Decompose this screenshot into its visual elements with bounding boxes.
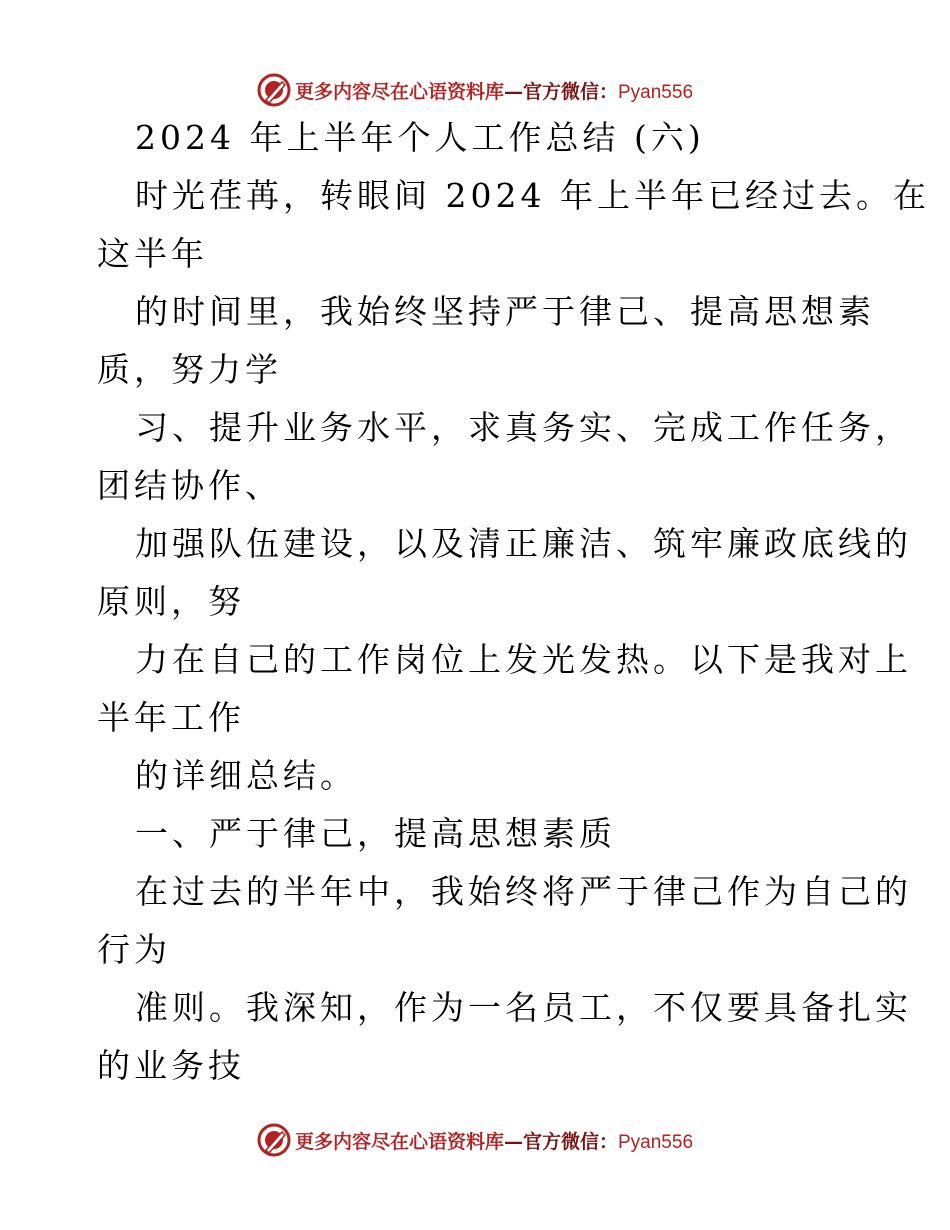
text-line: 的业务技 [97, 1046, 245, 1085]
header-banner-text [295, 77, 693, 104]
text-line: 团结协作、 [97, 466, 282, 505]
text-line: 加强队伍建设，以及清正廉洁、筑牢廉政底线的 [135, 524, 912, 563]
text-line: 的详细总结。 [135, 756, 357, 795]
header-banner [0, 70, 950, 110]
text-line: 习、提升业务水平，求真务实、完成工作任务， [135, 408, 912, 447]
text-line: 行为 [97, 930, 171, 969]
footer-banner [0, 1120, 950, 1160]
header-wechat-id: Pyan556 [618, 81, 694, 103]
header-brand: 更多内容尽在心语资料库 [294, 80, 504, 103]
text-line: 时光荏苒，转眼间 2024 年上半年已经过去。在 [135, 176, 930, 215]
text-line: 原则，努 [97, 582, 245, 621]
document-title: 2024 年上半年个人工作总结 (六) [135, 118, 705, 157]
footer-wechat-id: Pyan556 [618, 1131, 694, 1153]
text-line: 这半年 [97, 234, 208, 273]
text-line: 力在自己的工作岗位上发光发热。以下是我对上 [135, 640, 912, 679]
footer-brand: 更多内容尽在心语资料库 [294, 1130, 504, 1153]
header-wechat-label: 官方微信： [522, 80, 618, 103]
footer-wechat-label: 官方微信： [522, 1130, 618, 1153]
footer-banner-text [295, 1127, 693, 1154]
pen-logo-icon [257, 73, 291, 107]
text-line: 半年工作 [97, 698, 245, 737]
footer-dash: — [503, 1130, 523, 1153]
text-line: 准则。我深知，作为一名员工，不仅要具备扎实 [135, 988, 912, 1027]
header-dash: — [503, 80, 523, 103]
text-line: 质，努力学 [97, 350, 282, 389]
pen-logo-icon [257, 1123, 291, 1157]
text-line: 在过去的半年中，我始终将严于律己作为自己的 [135, 872, 912, 911]
text-line: 的时间里，我始终坚持严于律己、提高思想素 [135, 292, 875, 331]
section-heading: 一、严于律己，提高思想素质 [135, 814, 616, 853]
